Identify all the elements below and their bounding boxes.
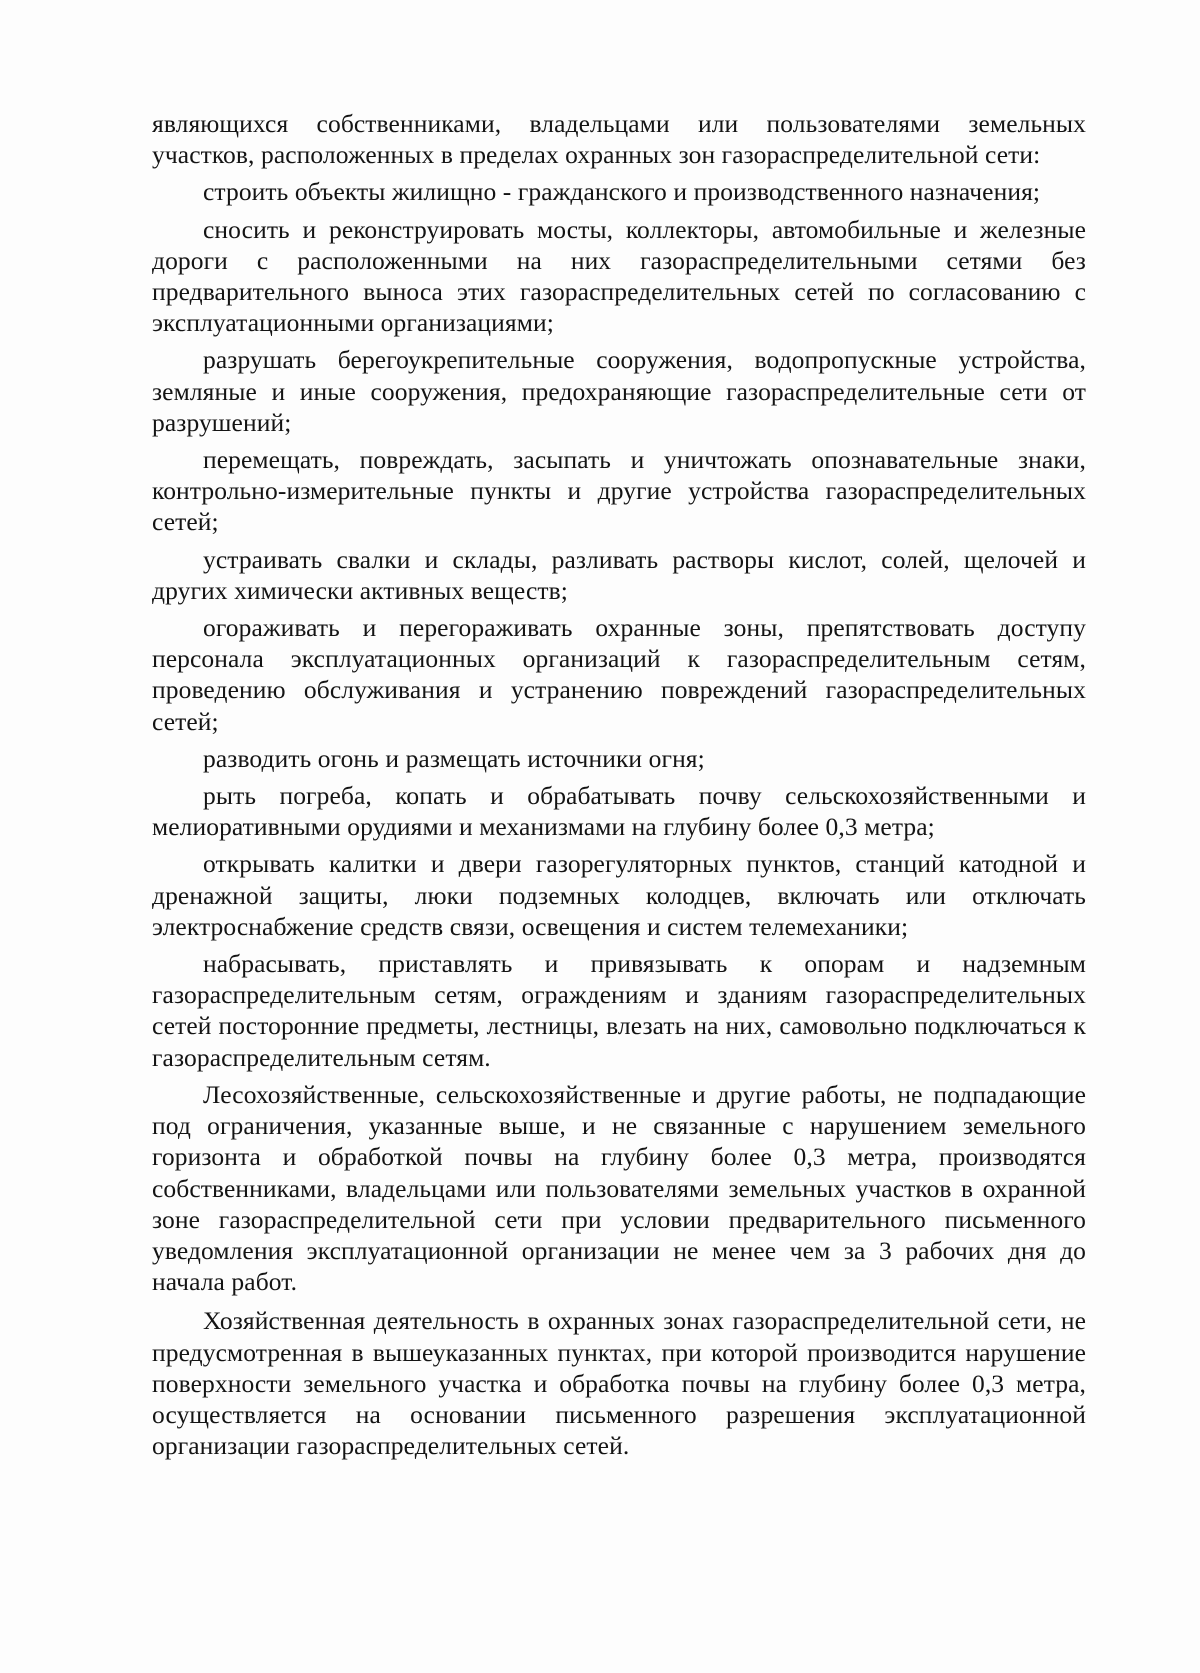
document-body [152,108,1086,1461]
paragraph-item-destroy-structures: разрушать берегоукрепительные сооружения, водопропускные устройства, земляные и иные сооружения, предохраняющие газораспределительные сети от разрушений; [152,345,1086,437]
paragraph-item-dumps: устраивать свалки и склады, разливать растворы кислот, солей, щелочей и других химически активных веществ; [152,544,1086,605]
paragraph-item-fencing: огораживать и перегораживать охранные зоны, препятствовать доступу персонала эксплуатационных организаций к газораспределительным сетям, проведению обслуживания и устранению повреждений газораспределительных сетей; [152,613,1086,736]
paragraph-item-fire: разводить огонь и размещать источники огня; [203,743,705,773]
paragraph-item-digging: рыть погреба, копать и обрабатывать почву сельскохозяйственными и мелиоративными орудиями и механизмами на глубину более 0,3 метра; [152,781,1086,842]
paragraph-forestry-works: Лесохозяйственные, сельскохозяйственные и другие работы, не подпадающие под ограничения, указанные выше, и не связанные с нарушением земельного горизонта и обработкой почвы на глубину более 0,3 метра, производятся собственниками, владельцами или пользователями земельных участков в охранной зоне газораспределительной сети при условии предварительного письменного уведомления эксплуатационной организации не менее чем за 3 рабочих дня до начала работ. [152,1079,1086,1297]
paragraph-economic-activity: Хозяйственная деятельность в охранных зонах газораспределительной сети, не предусмотренная в вышеуказанных пунктах, при которой производится нарушение поверхности земельного участка и обработка почвы на глубину более 0,3 метра, осуществляется на основании письменного разрешения эксплуатационной организации газораспределительных сетей. [152,1306,1086,1461]
paragraph-item-demolish: сносить и реконструировать мосты, коллекторы, автомобильные и железные дороги с расположенными на них газораспределительными сетями без предварительного выноса этих газораспределительных сетей по согласованию с эксплуатационными организациями; [152,214,1086,338]
paragraph-item-build: строить объекты жилищно - гражданского и производственного назначения; [203,177,1041,207]
paragraph-item-move-signs: перемещать, повреждать, засыпать и уничтожать опознавательные знаки, контрольно-измерительные пункты и другие устройства газораспределительных сетей; [152,445,1086,537]
paragraph-intro: являющихся собственниками, владельцами или пользователями земельных участков, расположенных в пределах охранных зон газораспределительной сети: [152,109,1086,170]
paragraph-item-objects: набрасывать, приставлять и привязывать к опорам и надземным газораспределительным сетям, ограждениям и зданиям газораспределительных сетей посторонние предметы, лестницы, влезать на них, самовольно подключаться к газораспределительным сетям. [152,949,1086,1072]
paragraph-item-gates: открывать калитки и двери газорегуляторных пунктов, станций катодной и дренажной защиты, люки подземных колодцев, включать или отключать электроснабжение средств связи, освещения и систем телемеханики; [152,849,1086,941]
